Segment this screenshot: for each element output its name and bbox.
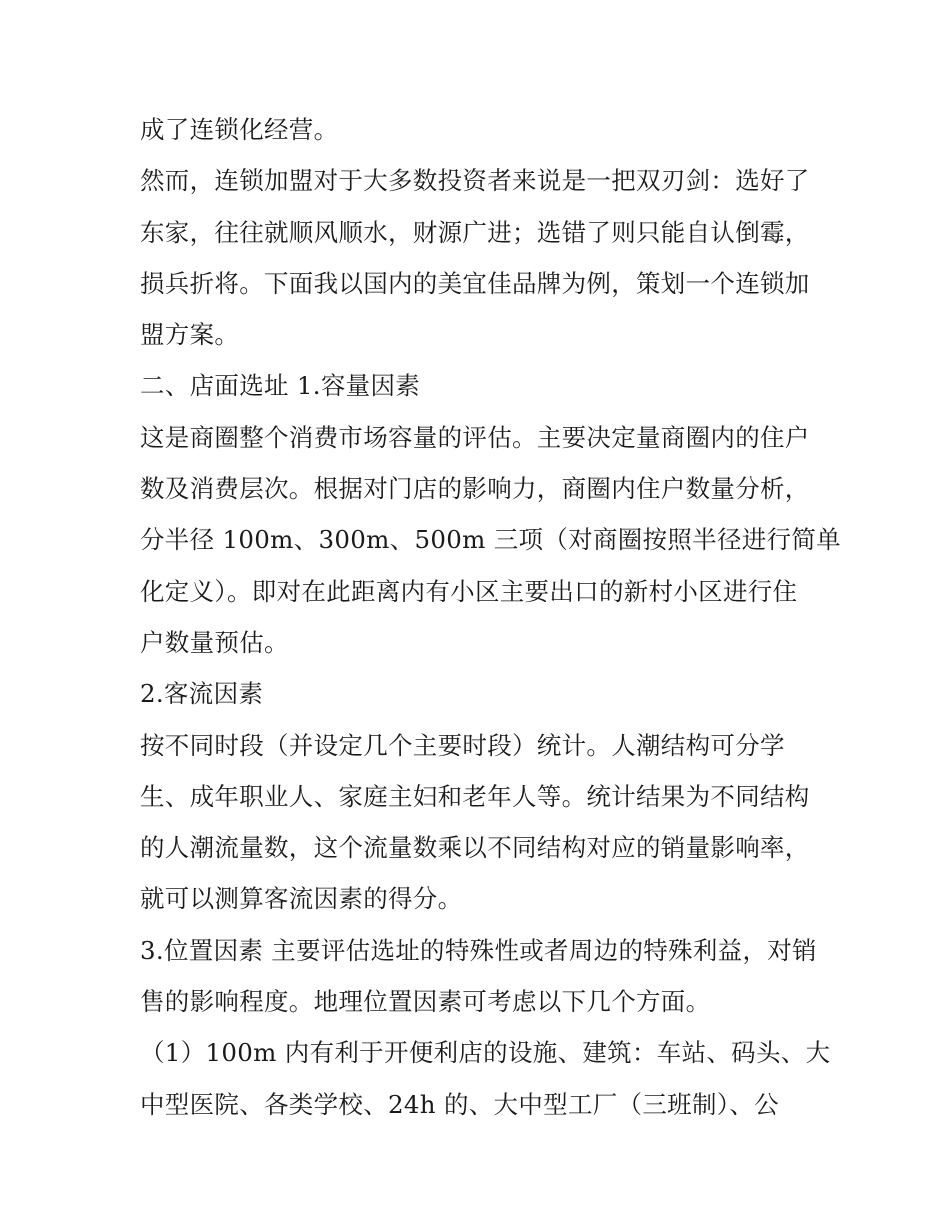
paragraph-line: 分半径 100m、300m、500m 三项（对商圈按照半径进行简单 [140,525,841,555]
paragraph-line: 售的影响程度。地理位置因素可考虑以下几个方面。 [140,987,711,1017]
paragraph-line: 化定义）。即对在此距离内有小区主要出口的新村小区进行住 [140,576,798,606]
document-body [140,104,841,1130]
list-item-line: 中型医院、各类学校、24h 的、大中型工厂（三班制）、公 [140,1089,779,1119]
paragraph-line: 户数量预估。 [140,627,289,657]
paragraph-line: 成了连锁化经营。 [140,115,339,144]
paragraph-line: 损兵折将。下面我以国内的美宜佳品牌为例，策划一个连锁加 [140,268,810,298]
paragraph-line: 生、成年职业人、家庭主妇和老年人等。统计结果为不同结构 [140,781,810,811]
paragraph-line: 的人潮流量数，这个流量数乘以不同结构对应的销量影响率， [140,833,810,863]
list-item-line: （1）100m 内有利于开便利店的设施、建筑：车站、码头、大 [140,1038,831,1068]
paragraph-line: 3.位置因素 主要评估选址的特殊性或者周边的特殊利益，对销 [140,935,817,965]
paragraph-line: 按不同时段（并设定几个主要时段）统计。人潮结构可分学 [140,730,785,760]
paragraph-line: 就可以测算客流因素的得分。 [140,884,463,914]
paragraph-line: 这是商圈整个消费市场容量的评估。主要决定量商圈内的住户 [140,422,810,452]
paragraph-line: 东家，往往就顺风顺水，财源广进；选错了则只能自认倒霉， [140,217,810,247]
section-heading: 2.客流因素 [140,679,264,709]
section-heading: 二、店面选址 1.容量因素 [140,371,421,401]
paragraph-line: 盟方案。 [140,320,240,350]
paragraph-line: 然而，连锁加盟对于大多数投资者来说是一把双刃剑：选好了 [140,166,810,196]
paragraph-line: 数及消费层次。根据对门店的影响力，商圈内住户数量分析， [140,474,810,504]
